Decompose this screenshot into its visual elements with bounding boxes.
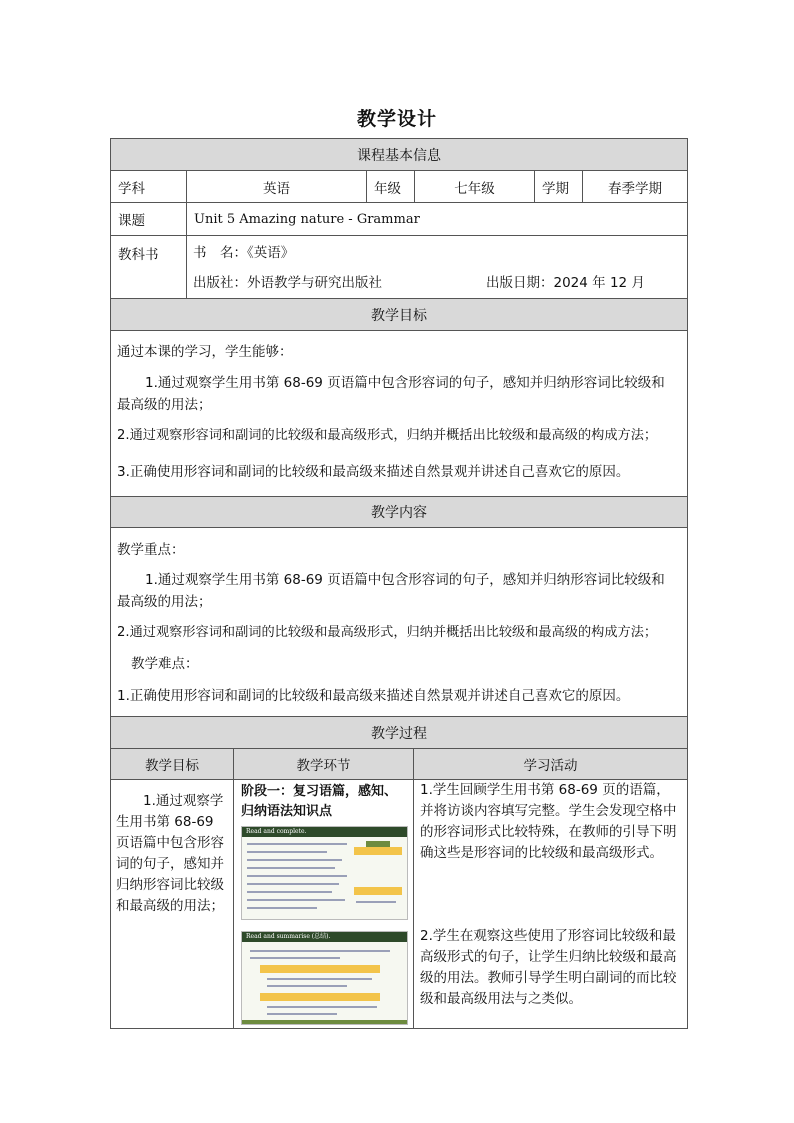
publish-date: 出版日期：2024 年 12 月 <box>486 275 645 291</box>
publisher: 出版社：外语教学与研究出版社 <box>193 275 382 291</box>
grade-label: 年级 <box>366 170 415 203</box>
key-point-2: 2.通过观察形容词和副词的比较级和最高级形式，归纳并概括出比较级和最高级的构成方法； <box>117 625 658 640</box>
objective-1-line2: 最高级的用法； <box>117 397 212 413</box>
content-header: 教学内容 <box>110 496 688 528</box>
activity-2: 2.学生在观察这些使用了形容词比较级和最高级形式的句子，让学生归纳比较级和最高级的用法。教师引导学生明白副词的而比较级和最高级用法与之类似。 <box>420 928 677 1007</box>
key-points-label: 教学重点： <box>117 542 185 558</box>
objectives-header: 教学目标 <box>110 298 688 331</box>
difficult-points-label: 教学难点： <box>131 656 199 672</box>
slide-1-title: Read and complete. <box>242 827 407 837</box>
subject-label: 学科 <box>110 170 187 203</box>
key-point-1-line2: 最高级的用法； <box>117 594 212 610</box>
slide-thumbnail-read-complete <box>241 826 408 920</box>
objective-3: 3.正确使用形容词和副词的比较级和最高级来描述自然景观并讲述自己喜欢它的原因。 <box>117 464 630 480</box>
page-title: 教学设计 <box>356 108 437 130</box>
process-goal-text: 1.通过观察学生用书第 68-69 页语篇中包含形容词的句子，感知并归纳形容词比较级和最高级的用法； <box>116 793 224 914</box>
basic-info-header: 课程基本信息 <box>110 138 688 171</box>
objective-2: 2.通过观察形容词和副词的比较级和最高级形式，归纳并概括出比较级和最高级的构成方法； <box>117 428 658 443</box>
objective-1-line1: 1.通过观察学生用书第 68-69 页语篇中包含形容词的句子，感知并归纳形容词比较级和 <box>145 375 665 391</box>
subject-value: 英语 <box>186 170 367 203</box>
objectives-intro: 通过本课的学习，学生能够： <box>117 344 293 360</box>
term-label: 学期 <box>534 170 583 203</box>
process-col-goal: 教学目标 <box>110 748 234 780</box>
grade-value: 七年级 <box>414 170 535 203</box>
process-col-stage: 教学环节 <box>233 748 414 780</box>
process-header: 教学过程 <box>110 716 688 749</box>
key-point-1-line1: 1.通过观察学生用书第 68-69 页语篇中包含形容词的句子，感知并归纳形容词比较级和 <box>145 572 665 588</box>
slide-2-title: Read and summarise (总结). <box>242 932 407 942</box>
book-name: 书 名：《英语》 <box>193 245 295 261</box>
textbook-label: 教科书 <box>110 235 187 299</box>
process-col-activity: 学习活动 <box>413 748 688 780</box>
slide-thumbnail-read-summarise <box>241 931 408 1025</box>
activity-1: 1.学生回顾学生用书第 68-69 页的语篇，并将访谈内容填写完整。学生会发现空格中的形容词形式比较特殊，在教师的引导下明确这些是形容词的比较级和最高级形式。 <box>420 782 677 861</box>
term-value: 春季学期 <box>582 170 688 203</box>
topic-label: 课题 <box>110 202 187 236</box>
stage-title: 阶段一：复习语篇，感知、归纳语法知识点 <box>241 784 398 819</box>
difficult-point-1: 1.正确使用形容词和副词的比较级和最高级来描述自然景观并讲述自己喜欢它的原因。 <box>117 688 630 704</box>
topic-value: Unit 5 Amazing nature - Grammar <box>186 202 688 236</box>
